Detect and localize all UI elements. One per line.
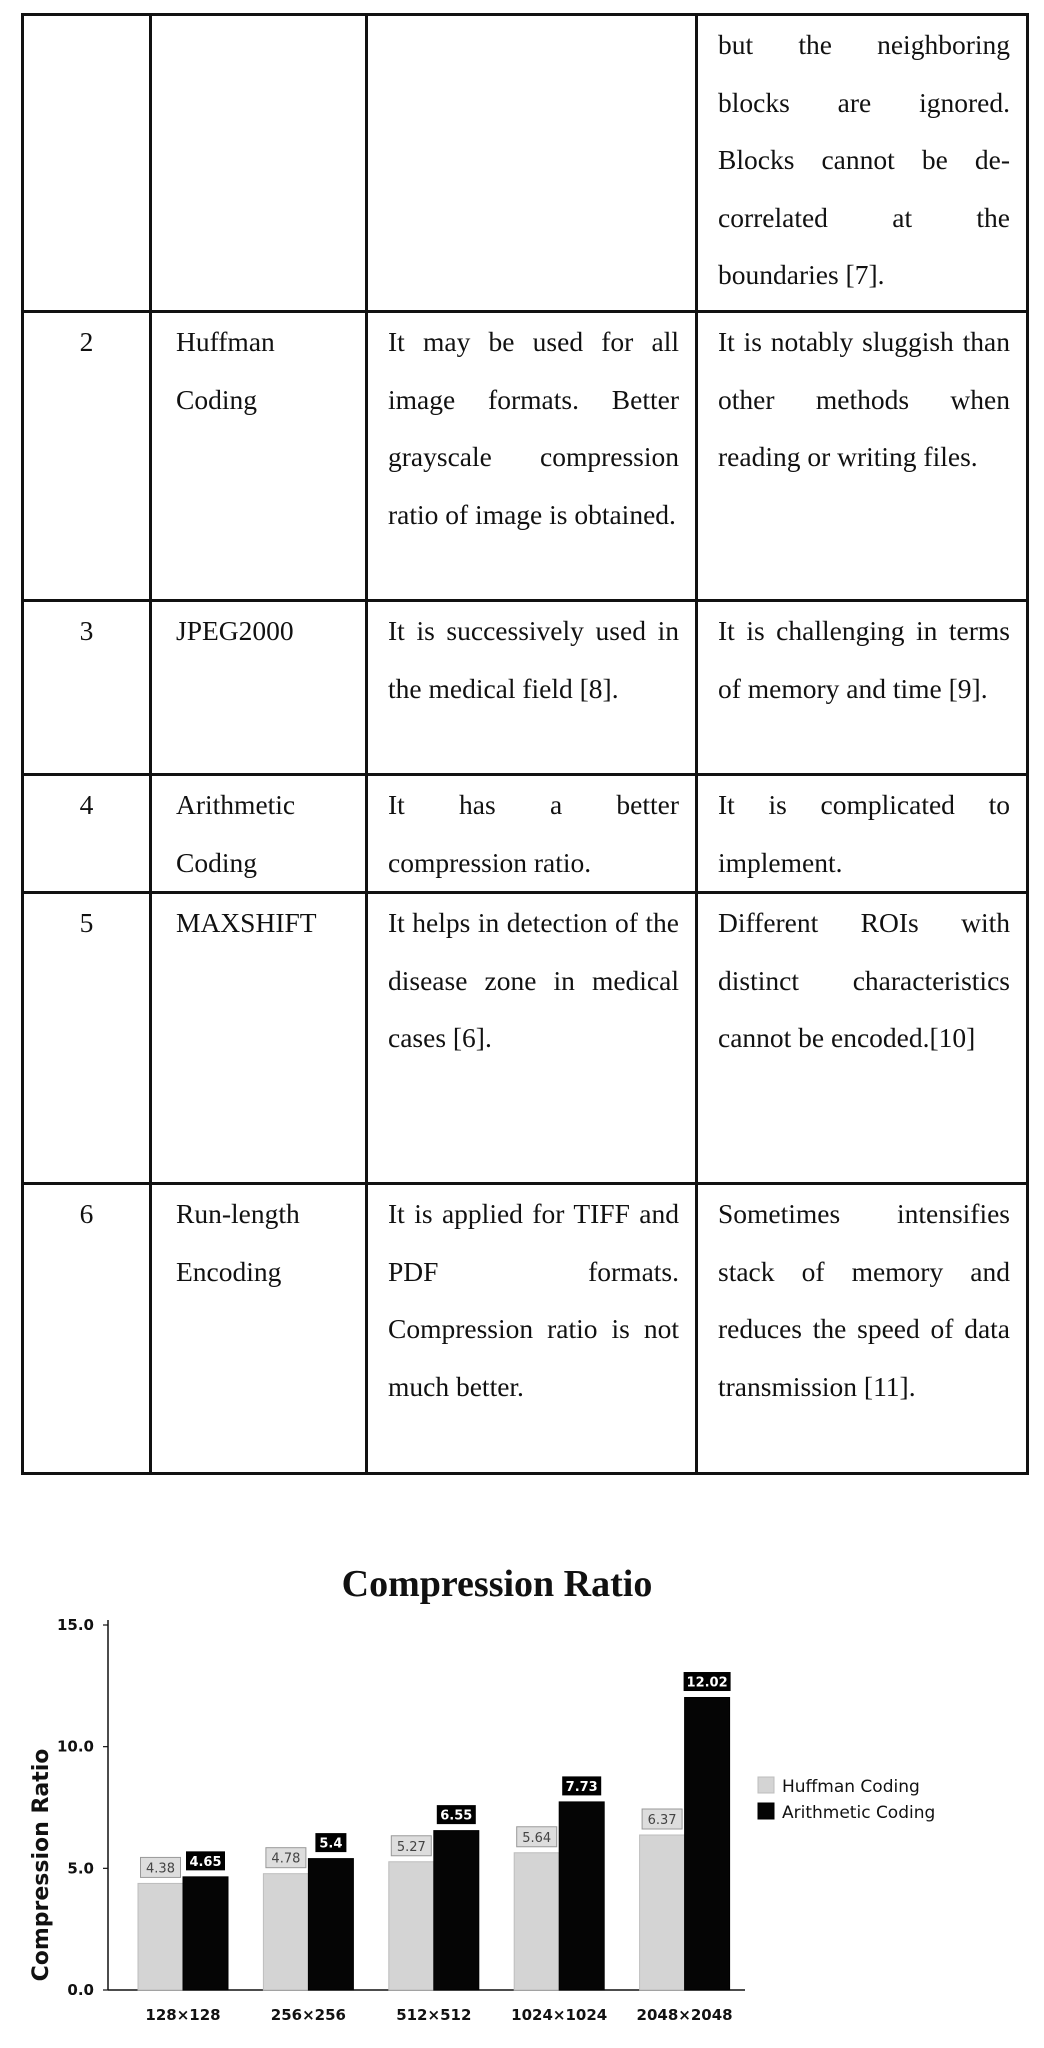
row-number [23, 15, 151, 312]
data-label: 5.27 [396, 1839, 426, 1855]
method-name: Arithmetic Coding [151, 775, 367, 893]
row-number: 6 [23, 1184, 151, 1474]
bar-arithmetic [685, 1698, 730, 1990]
table-row [23, 601, 1028, 775]
method-name: MAXSHIFT [151, 893, 367, 1184]
advantage-cell: It is successively used in the medical field [8]. [367, 601, 697, 775]
advantage-cell: It is applied for TIFF and PDF formats. Compression ratio is not much better. [367, 1184, 697, 1474]
y-tick-label: 5.0 [67, 1859, 94, 1878]
bar-huffman [138, 1883, 183, 1990]
method-name: Huffman Coding [151, 312, 367, 601]
disadvantage-cell: It is challenging in terms of memory and time [9]. [697, 601, 1028, 775]
data-label: 5.4 [319, 1836, 343, 1852]
disadvantage-cell: Different ROIs with distinct characteristics cannot be encoded.[10] [697, 893, 1028, 1184]
bar-huffman [263, 1874, 308, 1990]
y-axis-label: Compression Ratio [29, 1748, 54, 1982]
chart-title: Compression Ratio [341, 1563, 653, 1605]
method-name: JPEG2000 [151, 601, 367, 775]
bar-arithmetic [308, 1859, 353, 1990]
y-tick-label: 15.0 [56, 1616, 94, 1634]
advantage-cell: It has a better compression ratio. [367, 775, 697, 893]
advantage-cell: It may be used for all image formats. Better grayscale compression ratio of image is obtained. [367, 312, 697, 601]
row-number: 4 [23, 775, 151, 893]
x-category-label: 128×128 [145, 2006, 221, 2024]
bar-arithmetic [559, 1802, 604, 1990]
chart-canvas [0, 1540, 1044, 2048]
advantage-cell [367, 15, 697, 312]
row-number: 3 [23, 601, 151, 775]
bar-arithmetic [434, 1831, 479, 1990]
comparison-table [21, 13, 1029, 1475]
table-row [23, 312, 1028, 601]
disadvantage-cell: It is complicated to implement. [697, 775, 1028, 893]
table-row [23, 775, 1028, 893]
y-tick-label: 0.0 [67, 1981, 94, 1999]
data-label: 4.65 [189, 1854, 222, 1870]
x-category-label: 512×512 [396, 2006, 472, 2024]
bar-huffman [389, 1862, 434, 1990]
data-label: 4.38 [146, 1861, 175, 1877]
data-label: 5.64 [522, 1830, 552, 1846]
data-label: 4.78 [271, 1851, 301, 1867]
data-label: 6.55 [440, 1808, 473, 1824]
bar-huffman [640, 1835, 685, 1990]
table-row [23, 1184, 1028, 1474]
table-row [23, 15, 1028, 312]
legend-swatch [758, 1777, 774, 1793]
bar-arithmetic [183, 1877, 228, 1990]
table-row [23, 893, 1028, 1184]
advantage-cell: It helps in detection of the disease zone in medical cases [6]. [367, 893, 697, 1184]
legend-swatch [758, 1803, 774, 1819]
x-category-label: 2048×2048 [636, 2006, 733, 2024]
legend-entry: Huffman Coding [782, 1777, 920, 1797]
method-name [151, 15, 367, 312]
disadvantage-cell: but the neighboring blocks are ignored. Blocks cannot be de-correlated at the boundaries [7]. [697, 15, 1028, 312]
y-tick-label: 10.0 [56, 1737, 94, 1756]
data-label: 7.73 [565, 1779, 598, 1795]
disadvantage-cell: Sometimes intensifies stack of memory and reduces the speed of data transmission [11]. [697, 1184, 1028, 1474]
method-name: Run-length Encoding [151, 1184, 367, 1474]
legend-entry: Arithmetic Coding [782, 1803, 936, 1823]
bar-huffman [514, 1853, 559, 1990]
row-number: 2 [23, 312, 151, 601]
compression-ratio-chart [0, 1540, 1044, 2048]
disadvantage-cell: It is notably sluggish than other methods when reading or writing files. [697, 312, 1028, 601]
data-label: 12.02 [686, 1675, 728, 1691]
x-category-label: 1024×1024 [511, 2006, 608, 2024]
x-category-label: 256×256 [270, 2006, 347, 2024]
row-number: 5 [23, 893, 151, 1184]
data-label: 6.37 [647, 1812, 677, 1828]
